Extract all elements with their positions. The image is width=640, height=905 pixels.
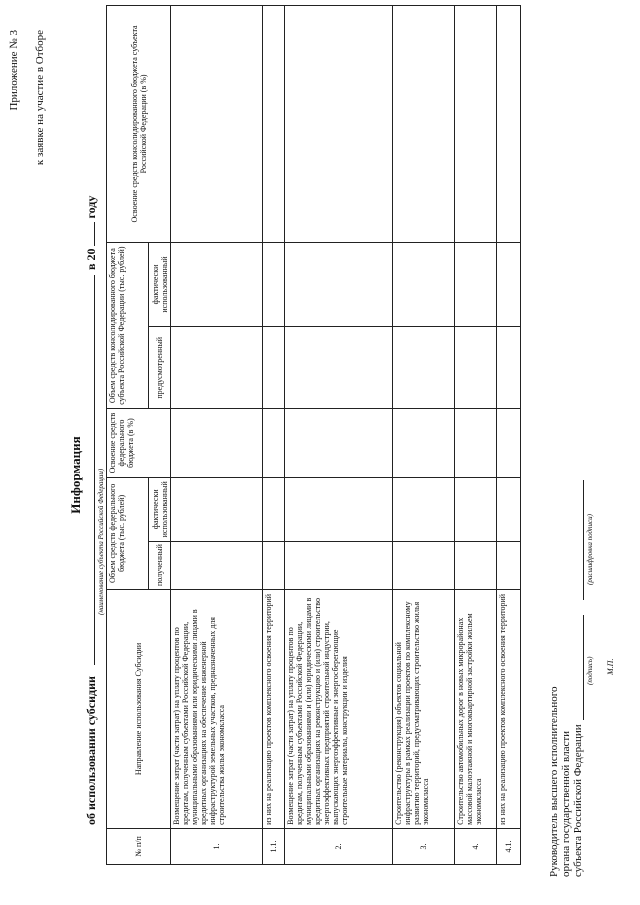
signature-block [548, 686, 584, 877]
header-received: полученный [149, 541, 171, 589]
row-direction: Строительство (реконструкция) объектов социальной инфраструктуры в рамках реализации проектов по комплексному развитию территорий, предусматривающих строительство жилья экономкласса [393, 590, 455, 829]
subject-caption: (наименование субъекта Российской Федерации) [97, 468, 105, 615]
signatory-line-3: субъекта Российской Федерации [572, 724, 584, 877]
row-direction: Строительство автомобильных дорог в новых микрорайонах массовой малоэтажной и многоквартирной застройки жильем экономкласса [455, 590, 497, 829]
header-regional-volume: Объем средств консолидированного бюджета субъекта Российской Федерации (тыс. рублей) [107, 242, 149, 409]
row-num: 1.1. [263, 828, 285, 864]
signature-caption: (подпись) [586, 656, 594, 685]
table-row [455, 6, 497, 865]
appendix-line-2: к заявке на участие в Отборе [34, 30, 46, 166]
header-num: № п/п [107, 828, 171, 864]
year-prefix: в 20 [84, 248, 98, 270]
header-regional-share: Освоение средств консолидированного бюджета субъекта Российской Федерации (в %) [107, 6, 171, 243]
subsidy-usage-table [106, 5, 521, 865]
appendix-line-1: Приложение № 3 [8, 30, 20, 111]
row-num: 4.1. [497, 828, 521, 864]
header-direction: Направление использования Субсидии [107, 590, 171, 829]
signatory-line-2: органа государственной власти [560, 730, 572, 877]
row-direction: Возмещение затрат (части затрат) на уплату процентов по кредитам, полученным субъектами Российской Федерации, муниципальными образованиями или юридическими лицами в кредитных организациях на обеспечение инженерной инфраструктурой земельных участков, предназначенных для строительства жилья экономкласса [171, 590, 263, 829]
header-federal-used: фактически использованный [149, 477, 171, 541]
row-num: 2. [285, 828, 393, 864]
subject-name-line [94, 275, 95, 665]
row-num: 4. [455, 828, 497, 864]
decode-line [583, 480, 584, 600]
appendix-label [8, 30, 46, 165]
year-blank [94, 222, 95, 246]
table-row [393, 6, 455, 865]
signature-line [583, 615, 584, 720]
document-subtitle: об использовании субсидии [84, 676, 98, 825]
title-subline [82, 15, 102, 865]
row-num: 1. [171, 828, 263, 864]
stamp-label: М.П. [606, 658, 615, 675]
header-regional-used: фактически использованный [149, 242, 171, 326]
table-row [263, 6, 285, 865]
document-title: Информация [68, 436, 83, 514]
row-num: 3. [393, 828, 455, 864]
signatory-line-1: Руководитель высшего исполнительного [548, 686, 560, 877]
year-suffix: году [84, 195, 98, 219]
table-row [285, 6, 393, 865]
row-direction: Возмещение затрат (части затрат) на уплату процентов по кредитам, полученным субъектами Российской Федерации, муниципальными образованиями и (или) юридическими лицами в кредитных организациях на реконструкцию и (или) строительство энергоэффективных предприятий строительной индустрии, выпускающих энергоэффективные и энергосберегающие строительные материалы, конструкции и изделия [285, 590, 393, 829]
table-row [171, 6, 263, 865]
row-direction: из них на реализацию проектов комплексного освоения территорий [497, 590, 521, 829]
row-direction: из них на реализацию проектов комплексного освоения территорий [263, 590, 285, 829]
decode-caption: (расшифровка подписи) [586, 514, 594, 585]
header-federal-share: Освоение средств федерального бюджета (в %) [107, 409, 171, 477]
header-federal-volume: Объем средств федерального бюджета (тыс. рублей) [107, 477, 149, 589]
header-planned: предусмотренный [149, 327, 171, 409]
table-row [497, 6, 521, 865]
